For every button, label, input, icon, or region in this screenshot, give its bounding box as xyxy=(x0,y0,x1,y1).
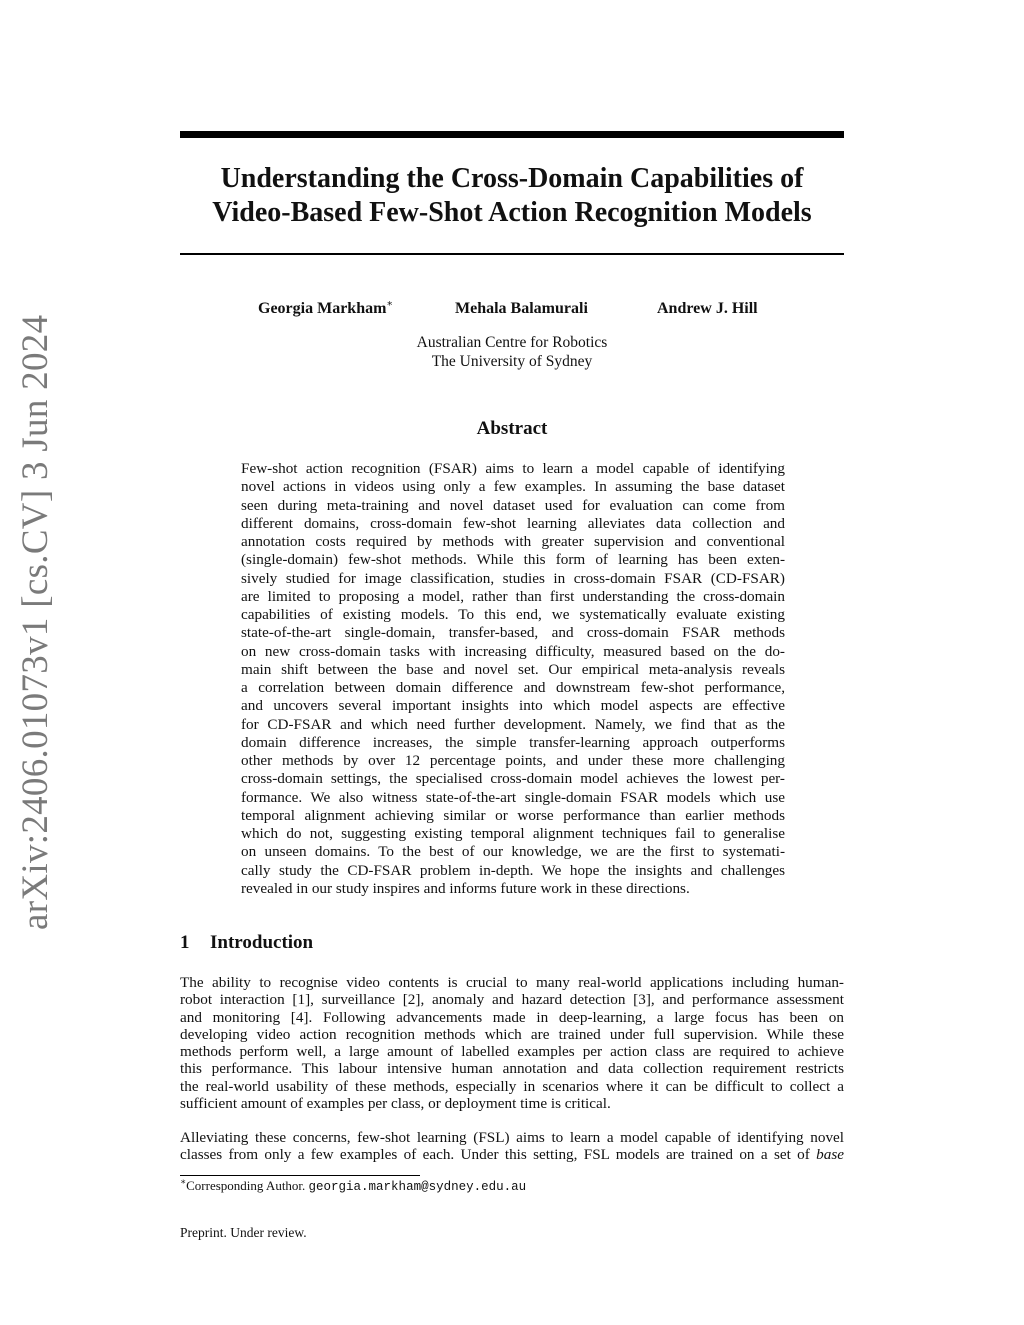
abstract-line: on unseen domains. To the best of our knowledge, we are the first to systemati- xyxy=(241,843,785,861)
title-line-2: Video-Based Few-Shot Action Recognition Models xyxy=(212,197,812,228)
paragraph-text: classes from only a few examples of each. Under this setting, FSL models are trained on a set of xyxy=(180,1146,817,1164)
abstract-line: different domains, cross-domain few-shot learning alleviates data collection and xyxy=(241,514,785,532)
abstract-line: cally study the CD-FSAR problem in-depth. We hope the insights and challenges xyxy=(241,861,785,879)
italic-term-base: base xyxy=(816,1146,844,1164)
footnote-mark: ∗ xyxy=(180,1176,187,1187)
abstract-line: temporal alignment achieving similar or worse performance than earlier methods xyxy=(241,806,785,824)
abstract-line: (single-domain) few-shot methods. While this form of learning has been exten- xyxy=(241,551,785,569)
abstract-line: domain difference increases, the simple transfer-learning approach outperforms xyxy=(241,733,785,751)
abstract-line: novel actions in videos using only a few examples. In assuming the base dataset xyxy=(241,478,785,496)
paragraph-line: and monitoring [4]. Following advancements made in deep-learning, a large focus has been on xyxy=(180,1008,844,1026)
author-list xyxy=(0,300,1024,322)
section-number: 1 xyxy=(180,932,190,953)
abstract-line: for CD-FSAR and which need further development. Namely, we find that as the xyxy=(241,715,785,733)
intro-paragraph-1 xyxy=(180,974,844,1112)
intro-paragraph-2 xyxy=(180,1129,844,1164)
paragraph-line: Alleviating these concerns, few-shot learning (FSL) aims to learn a model capable of identifying novel xyxy=(180,1129,844,1146)
section-title: Introduction xyxy=(210,932,314,953)
abstract-line: formance. We also witness state-of-the-art single-domain FSAR models which use xyxy=(241,788,785,806)
affiliation-line-1: Australian Centre for Robotics xyxy=(416,334,608,351)
abstract-heading: Abstract xyxy=(476,418,548,439)
affiliation xyxy=(180,333,844,371)
abstract-line: state-of-the-art single-domain, transfer-based, and cross-domain FSAR methods xyxy=(241,624,785,642)
author-3-name: Andrew J. Hill xyxy=(657,300,758,317)
author-1-mark: ∗ xyxy=(386,298,394,310)
arxiv-identifier: arXiv:2406.01073v1 [cs.CV] 3 Jun 2024 xyxy=(15,314,56,930)
title-bottom-rule xyxy=(180,253,844,255)
abstract-line: capabilities of existing models. To this end, we systematically evaluate existing xyxy=(241,606,785,623)
paragraph-line: developing video action recognition methods which are trained under full supervision. While these xyxy=(180,1025,844,1043)
author-3 xyxy=(657,300,758,318)
abstract-line: revealed in our study inspires and informs future work in these directions. xyxy=(241,879,690,897)
abstract-line: seen during meta-training and novel dataset used for evaluation can come from xyxy=(241,496,785,514)
preprint-note: Preprint. Under review. xyxy=(180,1225,307,1240)
footnote-email: georgia.markham@sydney.edu.au xyxy=(308,1180,527,1194)
author-1 xyxy=(258,300,393,318)
abstract-line: other methods by over 12 percentage points, and under these more challenging xyxy=(241,752,785,769)
author-2-name: Mehala Balamurali xyxy=(455,300,588,317)
author-2 xyxy=(455,300,588,318)
abstract-body xyxy=(241,460,785,898)
author-1-name: Georgia Markham xyxy=(258,300,387,317)
footnote-text: Corresponding Author. xyxy=(186,1178,309,1193)
footnote xyxy=(180,1178,526,1195)
abstract-line: and uncovers several important insights into which model aspects are effective xyxy=(241,697,785,715)
abstract-line: a correlation between domain difference and downstream few-shot performance, xyxy=(241,679,785,696)
paragraph-line: sufficient amount of examples per class, or deployment time is critical. xyxy=(180,1095,611,1113)
paragraph-line: The ability to recognise video contents is crucial to many real-world applications including human- xyxy=(180,974,844,991)
title-line-1: Understanding the Cross-Domain Capabilities of xyxy=(220,163,804,194)
abstract-line: on new cross-domain tasks with increasing difficulty, measured based on the do- xyxy=(241,642,785,660)
footnote-rule xyxy=(180,1175,420,1176)
paragraph-line: this performance. This labour intensive human annotation and data collection requirement restricts xyxy=(180,1060,844,1078)
abstract-line: Few-shot action recognition (FSAR) aims to learn a model capable of identifying xyxy=(241,460,785,477)
paragraph-line xyxy=(180,1146,844,1163)
paragraph-line: methods perform well, a large amount of labelled examples per action class are required to achieve xyxy=(180,1043,844,1061)
abstract-line: are limited to proposing a model, rather than first understanding the cross-domain xyxy=(241,587,785,605)
section-heading-introduction xyxy=(180,932,313,954)
abstract-line: cross-domain settings, the specialised cross-domain model achieves the lowest per- xyxy=(241,770,785,788)
paragraph-line: the real-world usability of these methods, especially in scenarios where it can be difficult to collect a xyxy=(180,1077,844,1095)
abstract-line: sively studied for image classification, studies in cross-domain FSAR (CD-FSAR) xyxy=(241,569,785,587)
affiliation-line-2: The University of Sydney xyxy=(431,353,593,370)
abstract-line: annotation costs required by methods with greater supervision and conventional xyxy=(241,533,785,550)
abstract-line: which do not, suggesting existing temporal alignment techniques fail to generalise xyxy=(241,825,785,842)
title-top-rule xyxy=(180,131,844,138)
paper-title xyxy=(180,162,844,230)
paragraph-line: robot interaction [1], surveillance [2], anomaly and hazard detection [3], and performance assessment xyxy=(180,991,844,1009)
abstract-line: main shift between the base and novel set. Our empirical meta-analysis reveals xyxy=(241,660,785,678)
